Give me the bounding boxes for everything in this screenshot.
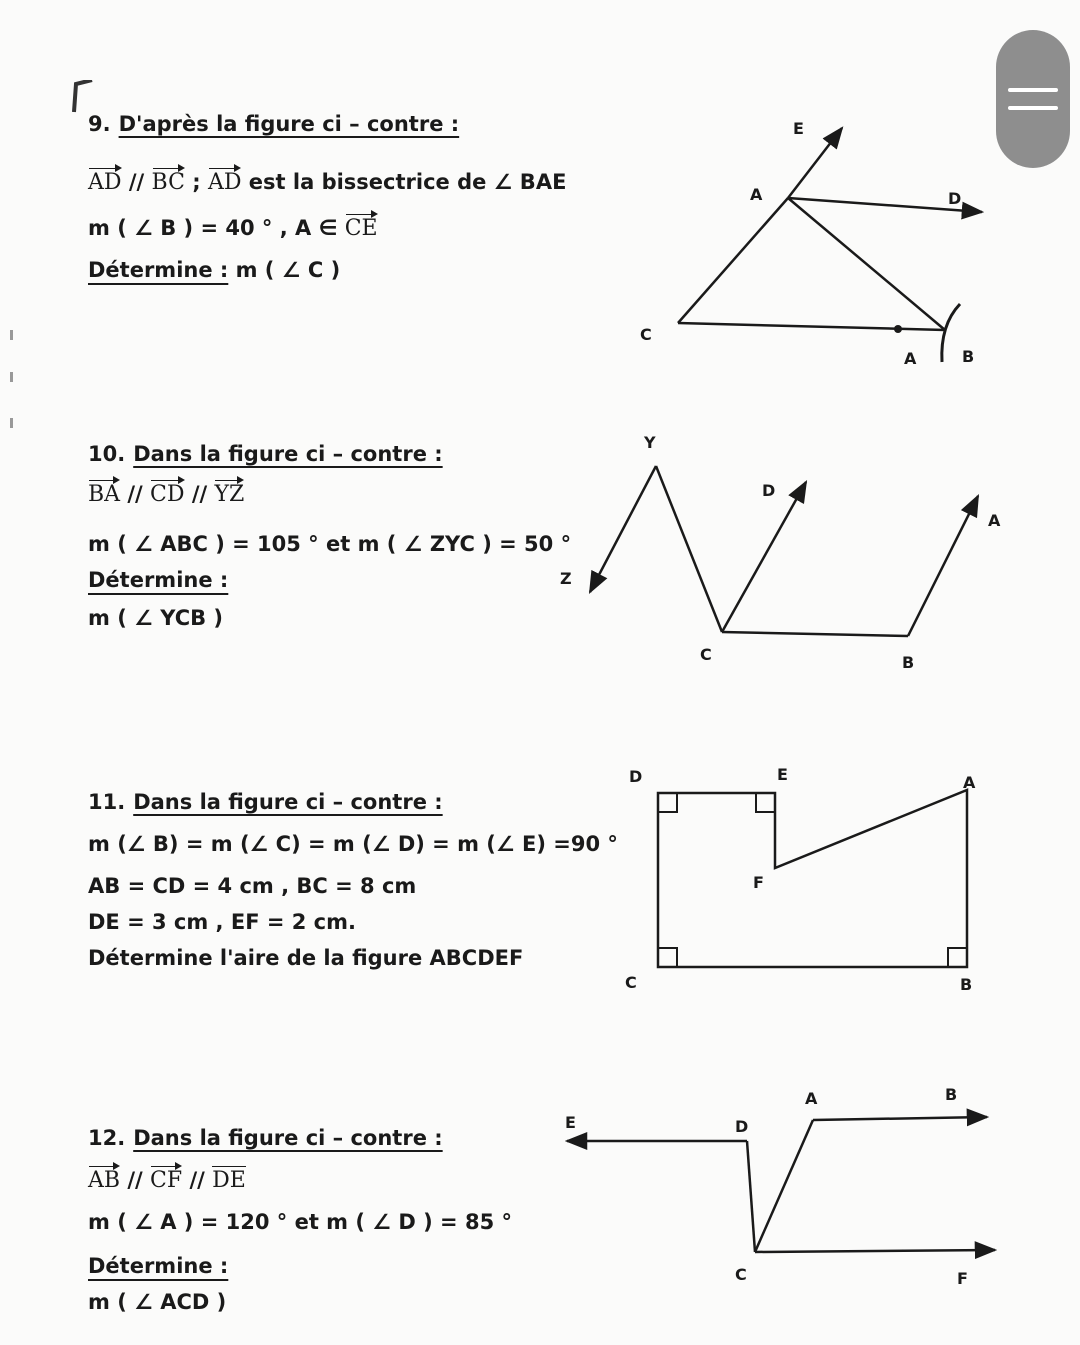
label-e: E [793, 119, 804, 138]
statement-text: AB = CD = 4 cm , BC = 8 cm [88, 874, 417, 898]
problem-number: 12. [88, 1126, 126, 1150]
segment-cb [678, 323, 945, 330]
question [88, 606, 223, 630]
vector-label: CD [150, 482, 185, 507]
segment-ab [788, 198, 945, 330]
parallel-sign: // [189, 1168, 205, 1192]
question [88, 1290, 226, 1314]
figure-11 [615, 760, 1015, 1000]
parallel-sign: // [128, 170, 145, 194]
title-text: D'après la figure ci – contre : [118, 112, 460, 136]
figure-12 [555, 1080, 1005, 1290]
label-c: C [625, 973, 637, 992]
parallel-sign: // [127, 1168, 143, 1192]
label-b: B [960, 975, 973, 994]
segment-dc [747, 1141, 755, 1252]
segment-ca [755, 1120, 813, 1252]
statement-text: m (∠ B) = m (∠ C) = m (∠ D) = m (∠ E) =90 ° [88, 832, 618, 856]
statement-text: m ( ∠ A ) = 120 ° et m ( ∠ D ) = 85 ° [88, 1210, 512, 1234]
vector-label: AD [207, 170, 242, 195]
label-b: B [902, 653, 915, 672]
given-angles [88, 532, 571, 556]
question-label: Détermine : [88, 258, 229, 282]
label-b: B [945, 1085, 958, 1104]
corner-mark [72, 80, 94, 114]
edge-mark [10, 330, 13, 340]
title-text: Dans la figure ci – contre : [133, 1126, 443, 1150]
given-right-angles [88, 832, 618, 856]
vector-label: DE [212, 1168, 246, 1193]
statement-text: m ( ∠ B ) = 40 ° , A ∈ [88, 216, 338, 240]
vector-label: AD [88, 170, 122, 195]
given-parallel [88, 168, 566, 195]
right-angle-d [658, 793, 677, 812]
label-e: E [777, 765, 788, 784]
statement-text: DE = 3 cm , EF = 2 cm. [88, 910, 356, 934]
right-angle-c [658, 948, 677, 967]
label-c: C [735, 1265, 747, 1284]
label-c: C [700, 645, 712, 664]
right-angle-e [756, 793, 775, 812]
problem-title [88, 1126, 443, 1150]
label-f: F [957, 1269, 968, 1288]
label-d: D [629, 767, 643, 786]
statement-text: est la bissectrice de ∠ BAE [248, 170, 567, 194]
title-text: Dans la figure ci – contre : [133, 790, 443, 814]
ray-yz [590, 466, 656, 592]
vector-label: YZ [214, 482, 245, 507]
problem-title [88, 790, 443, 814]
edge-mark [10, 372, 13, 382]
question-text: m ( ∠ C ) [235, 258, 341, 282]
label-y: Y [644, 433, 656, 452]
parallel-sign: // [191, 482, 208, 506]
problem-number: 10. [88, 442, 126, 466]
label-z: Z [560, 569, 572, 588]
given-angles [88, 1210, 512, 1234]
question-text: Détermine l'aire de la figure ABCDEF [88, 946, 524, 970]
statement-text: m ( ∠ ABC ) = 105 ° et m ( ∠ ZYC ) = 50 ° [88, 532, 572, 556]
question [88, 258, 340, 282]
edge-mark [10, 418, 13, 428]
problem-number: 9. [88, 112, 111, 136]
given-lengths-2 [88, 910, 356, 934]
label-a: A [750, 185, 763, 204]
parallel-sign: // [127, 482, 143, 506]
question-text: m ( ∠ YCB ) [88, 606, 224, 630]
question-label: Détermine : [88, 568, 229, 592]
question-text: m ( ∠ ACD ) [88, 1290, 227, 1314]
label-a: A [805, 1089, 818, 1108]
figure-9 [630, 110, 1010, 380]
label-d: D [762, 481, 776, 500]
question-label: Détermine : [88, 1254, 229, 1278]
label-e: E [565, 1113, 576, 1132]
label-a: A [963, 773, 976, 792]
vector-label: BC [151, 170, 185, 195]
ray-ba [908, 496, 978, 636]
ray-ae [788, 128, 842, 198]
angle-arc [942, 304, 960, 362]
label-c: C [640, 325, 652, 344]
separator: ; [192, 170, 201, 194]
ray-cd [722, 482, 806, 632]
question [88, 946, 523, 970]
ray-cf [755, 1250, 995, 1252]
vector-label: AB [88, 1168, 121, 1193]
segment-ca [678, 198, 788, 323]
right-angle-b [948, 948, 967, 967]
segment-cb [722, 632, 908, 636]
polygon-abcdef [658, 790, 967, 967]
label-d: D [735, 1117, 749, 1136]
given-parallel [88, 1166, 246, 1193]
given-parallel [88, 480, 244, 507]
label-b: B [962, 347, 975, 366]
vector-label: BA [88, 482, 121, 507]
segment-yc [656, 466, 722, 632]
ray-ab [813, 1117, 987, 1120]
problem-title [88, 442, 443, 466]
question-label-line [88, 1254, 228, 1278]
problem-title [88, 112, 459, 136]
question-label-line [88, 568, 228, 592]
label-f: F [753, 873, 764, 892]
problem-number: 11. [88, 790, 126, 814]
label-d: D [948, 189, 962, 208]
title-text: Dans la figure ci – contre : [133, 442, 443, 466]
vector-label: CF [150, 1168, 183, 1193]
figure-10 [560, 420, 1020, 690]
given-angle [88, 214, 378, 241]
given-lengths-1 [88, 874, 416, 898]
label-a2: A [904, 349, 917, 368]
vector-label: CE [344, 216, 378, 241]
point [894, 325, 902, 333]
label-a: A [988, 511, 1001, 530]
